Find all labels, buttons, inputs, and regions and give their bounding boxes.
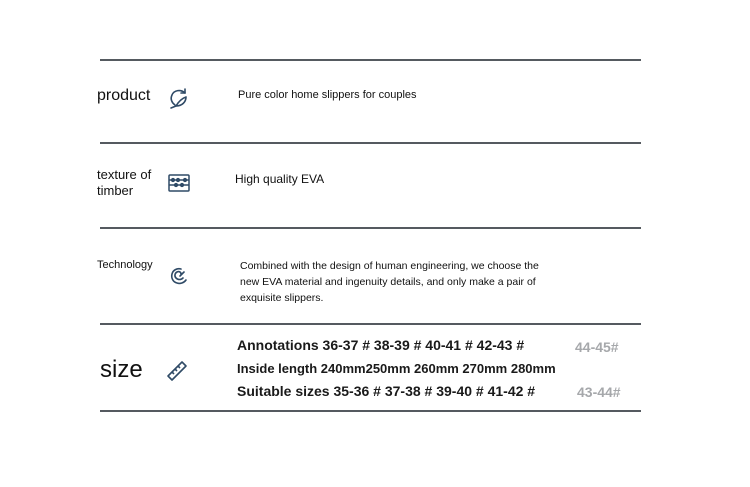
product-value: Pure color home slippers for couples: [238, 89, 417, 101]
divider-3: [100, 323, 641, 325]
refresh-leaf-icon: [167, 87, 191, 111]
size-suitable-sizes-extra: 43-44#: [577, 384, 621, 400]
technology-value-line2: new EVA material and ingenuity details, and only make a pair of: [240, 276, 536, 288]
divider-top: [100, 59, 641, 61]
size-label: size: [100, 356, 143, 383]
texture-label-line2: timber: [97, 182, 134, 198]
size-annotations-extra: 44-45#: [575, 339, 619, 355]
swirl-icon: [167, 263, 191, 287]
divider-bottom: [100, 410, 641, 412]
product-label: product: [97, 87, 151, 104]
texture-label-line1: texture of: [97, 167, 152, 182]
technology-value-line3: exquisite slippers.: [240, 292, 324, 304]
ruler-icon: [165, 359, 189, 383]
technology-value-line1: Combined with the design of human engineering, we choose the: [240, 260, 539, 272]
divider-1: [100, 142, 641, 144]
abacus-icon: [167, 171, 191, 195]
technology-label: Technology: [97, 259, 153, 271]
technology-value: [240, 258, 539, 306]
size-suitable-sizes: Suitable sizes 35-36 # 37-38 # 39-40 # 41-42 #: [237, 383, 536, 399]
size-annotations: Annotations 36-37 # 38-39 # 40-41 # 42-43 #: [237, 337, 525, 353]
size-inside-length: Inside length 240mm250mm 260mm 270mm 280mm: [237, 361, 556, 376]
divider-2: [100, 227, 641, 229]
texture-label: [97, 167, 151, 198]
texture-value: High quality EVA: [235, 172, 325, 186]
